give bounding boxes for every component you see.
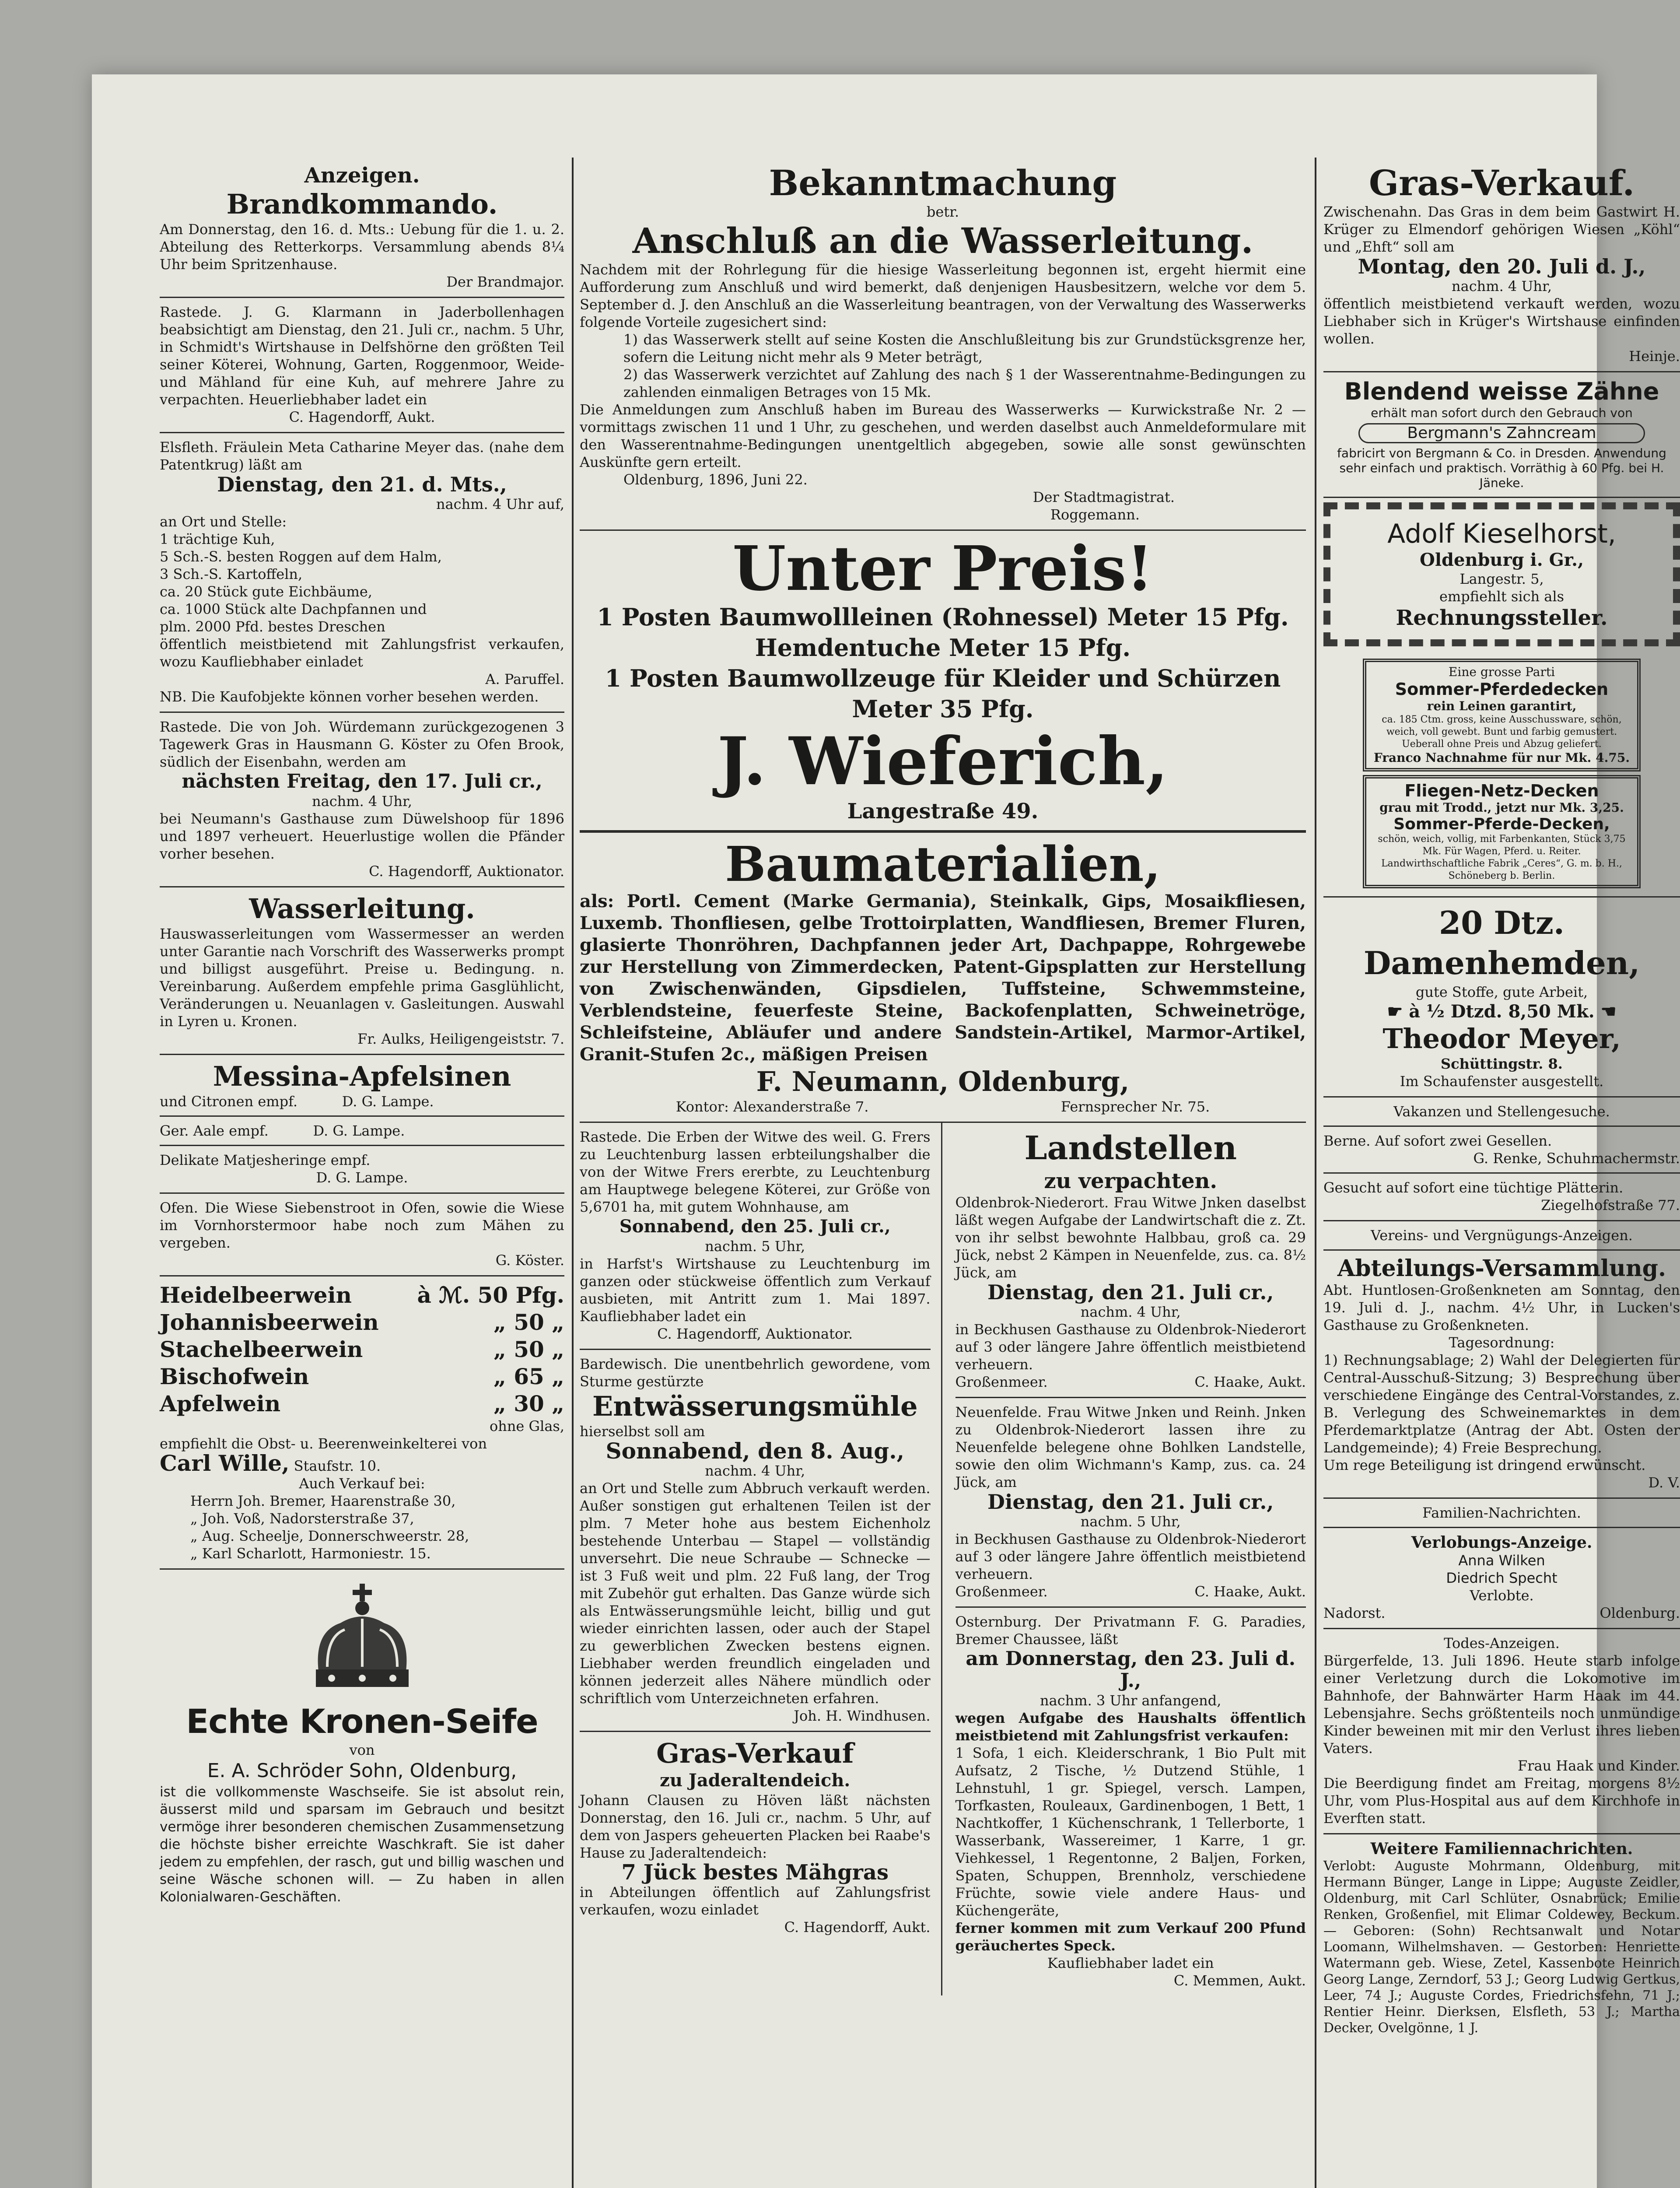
ad-text: Osternburg. Der Privatmann F. G. Paradies, Bremer Chaussee, läßt	[955, 1613, 1306, 1648]
firm-city: Oldenburg i. Gr.,	[1419, 550, 1584, 570]
ad-kieselhorst	[1323, 502, 1680, 646]
ad-highlight: 7 Jück bestes Mähgras	[621, 1860, 889, 1885]
ad-signature: Der Brandmajor.	[446, 274, 564, 290]
column-rule	[1315, 158, 1316, 2188]
ad-text: an Ort und Stelle zum Abbruch verkauft werden. Außer sonstigen gut erhaltenen Teilen ist der plm. 7 Meter hohe aus bestem Eichenholz bestehende Unterbau — Stapel — vollständig unversehrt. Die neue Schraube — Schnecke — ist 3 Fuß weit und plm. 22 Fuß lang, der Trog mit Zubehör gut erhalten. Das Ganze würde sich als Entwässerungsmühle leicht, billig und gut wieder einrichten lassen, oder auch der Stapel zu gewerblichen Zwecken bestens eignen. Liebhaber werden freundlich eingeladen und können jederzeit alles Nähere mündlich oder schriftlich vom Unterzeichneten erfahren.	[580, 1480, 931, 1707]
ad-landstellen	[956, 1123, 1306, 1398]
ad-signature: A. Paruffel.	[485, 671, 564, 687]
ad-price: Franco Nachnahme für nur Mk. 4.75.	[1373, 750, 1630, 765]
ad-text: fabricirt von Bergmann & Co. in Dresden. Anwendung sehr einfach und praktisch. Vorräthig à 60 Pfg. bei H. Jäneke.	[1337, 446, 1666, 490]
firm-address: Kontor: Alexanderstraße 7.	[676, 1098, 869, 1115]
ad-zahncream	[1323, 372, 1680, 498]
ad-time: nachm. 4 Uhr,	[705, 1462, 805, 1479]
ad-title: Messina-Apfelsinen	[213, 1060, 511, 1092]
ad-title: Gras-Verkauf	[656, 1737, 854, 1769]
newspaper-page	[92, 74, 1680, 2188]
ad-baumaterialien	[580, 833, 1306, 1123]
firm-address: Langestr. 5,	[1460, 571, 1544, 587]
wine-row: Heidelbeerwein à ℳ. 50 Pfg.	[160, 1282, 564, 1308]
column-rule	[572, 158, 574, 2188]
ad-price: ☛ à ½ Dtzd. 8,50 Mk. ☚	[1387, 1001, 1617, 1022]
firm-name: E. A. Schröder Sohn, Oldenburg,	[207, 1760, 517, 1782]
ad-time: nachm. 4 Uhr,	[1080, 1304, 1181, 1320]
firm-role: Rechnungssteller.	[1396, 606, 1608, 630]
ad-text: Gesucht auf sofort eine tüchtige Plätterin.	[1323, 1179, 1624, 1196]
list-item: ca. 20 Stück gute Eichbäume,	[160, 583, 372, 600]
ad-signature: Fr. Aulks, Heiligengeiststr. 7.	[357, 1031, 564, 1047]
firm-address: Staufstr. 10.	[294, 1458, 381, 1474]
ad-text: Verlobte.	[1470, 1587, 1534, 1604]
section-familie	[1323, 1499, 1680, 1629]
divider	[1323, 1527, 1680, 1528]
ad-text: Abt. Huntlosen-Großenkneten am Sonntag, den 19. Juli d. J., nachm. 4½ Uhr, in Lucken's Gasthause zu Großenkneten.	[1323, 1282, 1680, 1333]
ad-text: gute Stoffe, gute Arbeit,	[1415, 984, 1588, 1000]
ad-text: in Harfst's Wirtshause zu Leuchtenburg im ganzen oder stückweise öffentlich zum Verkauf ausbieten, mit Antritt zum 1. Mai 1897. Kaufliebhaber ladet ein	[580, 1255, 931, 1325]
seller-item: „ Aug. Scheelje, Donnerschweerstr. 28,	[190, 1528, 469, 1544]
ad-text: betr.	[926, 203, 959, 220]
ad-text: in Beckhusen Gasthause zu Oldenbrok-Niederort auf 3 oder längere Jahre öffentlich meistbietend verheuern.	[955, 1531, 1306, 1582]
wine-row: Bischofwein „ 65 „	[160, 1364, 564, 1389]
section-weitere	[1323, 1834, 1680, 2042]
ad-text: Rastede. Die Erben der Witwe des weil. G. Frers zu Leuchtenburg lassen erbteilungshalber die von der Witwe Frers ererbte, zu Leuchtenburg am Hauptwege belegene Köterei, zur Größe von 5,6701 ha, mit gutem Wohnhause, am	[580, 1129, 931, 1215]
ad-text: Verlobt: Auguste Mohrmann, Oldenburg, mit Hermann Bünger, Lange in Lippe; Auguste Zeidler, Oldenburg, mit Carl Schlüter, Osnabrück; Emilie Renken, Großenfiel, mit Elimar Coldewey, Beckum. — Geboren: (Sohn) Rechtsanwalt und Notar Loomann, Wilhelmshaven. — Gestorben: Henriette Watermann geb. Wiese, Zetel, Kassenbote Heinrich Georg Lange, Zerndorf, 53 J.; Georg Ludwig Gertkus, Leer, 74 J.; Auguste Cordes, Friedrichsfehn, 71 J.; Rentier Heinr. Dierksen, Elsfleth, 53 J.; Martha Decker, Ovelgönne, 1 J.	[1323, 1858, 1680, 2036]
divider	[1323, 1126, 1680, 1127]
two-column-ads	[580, 1123, 1306, 1995]
firm-name: Adolf Kieselhorst,	[1387, 519, 1616, 549]
wine-row: Johannisbeerwein „ 50 „	[160, 1309, 564, 1335]
ad-title: Sommer-Pferdedecken	[1395, 680, 1609, 699]
ad-text: Zwischenahn. Das Gras in dem beim Gastwirt H. Krüger zu Elmendorf gehörigen Wiesen „Köhl“ und „Ehft“ soll am	[1323, 203, 1680, 255]
ad-text: Rastede. Die von Joh. Würdemann zurückgezogenen 3 Tagewerk Gras in Hausmann G. Köster zu Ofen Brook, südlich der Eisenbahn, werden am	[160, 719, 564, 770]
ad-text: Oldenbrok-Niederort. Frau Witwe Jnken daselbst läßt wegen Aufgabe der Landwirtschaft die z. Zt. von ihr selbst bewohnte Halbbau, groß ca. 29 Jück, nebst 2 Kämpen in Neuenfelde, zus. ca. 8½ Jück, am	[955, 1194, 1306, 1281]
ad-signature: G. Köster.	[495, 1252, 564, 1269]
ad-point: 2) das Wasserwerk verzichtet auf Zahlung des nach § 1 der Wasserentnahme-Bedingungen zu zahlenden einmaligen Betrages von 15 Mk.	[623, 366, 1306, 400]
ad-text: Johann Clausen zu Höven läßt nächsten Donnerstag, den 16. Juli cr., nachm. 5 Uhr, auf dem von Jaspers geheuerten Placken bei Raabe's Hause zu Jaderaltendeich:	[580, 1792, 931, 1861]
wine-row: Apfelwein „ 30 „	[160, 1391, 564, 1417]
ad-title: Blendend weisse Zähne	[1344, 378, 1659, 405]
ad-text: Tagesordnung:	[1449, 1334, 1555, 1351]
hand-pointer-icon: ☛	[1387, 1001, 1409, 1022]
ad-signature: Großenmeer. C. Haake, Aukt.	[955, 1374, 1306, 1390]
ad-time: nachm. 4 Uhr auf,	[436, 496, 564, 512]
ad-title: Baumaterialien,	[725, 836, 1161, 892]
ad-signature: Der Stadtmagistrat.	[1032, 489, 1175, 505]
ad-kronen-seife	[160, 1570, 564, 1912]
firm-phone: Fernsprecher Nr. 75.	[1060, 1098, 1210, 1115]
ad-text: Die Anmeldungen zum Anschluß haben im Bureau des Wasserwerks — Kurwickstraße Nr. 2 — vormittags zwischen 11 und 1 Uhr, zu geschehen, und werden daselbst auch Anmeldeformulare mit den Wasserentnahme-Bedingungen unentgeltlich abgegeben, sowie alle sonst gewünschten Auskünfte gern erteilt.	[580, 401, 1306, 470]
ad-text: rein Leinen garantirt,	[1427, 699, 1577, 713]
ad-signature: Großenmeer. C. Haake, Aukt.	[955, 1583, 1306, 1600]
ad-title: Abteilungs-Versammlung.	[1337, 1255, 1666, 1282]
firm-address: Schüttingstr. 8.	[1441, 1055, 1563, 1072]
ad-text: Im Schaufenster ausgestellt.	[1400, 1073, 1604, 1090]
ad-line: 1 Posten Baumwollleinen (Rohnessel) Meter 15 Pfg.	[597, 603, 1289, 631]
ad-text: Auch Verkauf bei:	[299, 1475, 425, 1492]
ad-text: ferner kommen mit zum Verkauf 200 Pfund geräuchertes Speck.	[955, 1920, 1306, 1954]
ad-text: an Ort und Stelle:	[160, 513, 287, 530]
section-heading: Todes-Anzeigen.	[1444, 1635, 1560, 1652]
ad-title: Entwässerungsmühle	[592, 1390, 918, 1422]
ad-text: erhält man sofort durch den Gebrauch von	[1371, 406, 1633, 420]
ad-time: nachm. 5 Uhr,	[705, 1238, 805, 1255]
ad-text: Hauswasserleitungen vom Wassermesser an werden unter Garantie nach Vorschrift des Wasserwerks prompt und billigst ausgeführt. Preise u. Bedingung. n. Vereinbarung. Außerdem empfehle prima Gasglühlicht, Veränderungen u. Neuanlagen v. Gasleitungen. Auswahl in Lyren u. Kronen.	[160, 926, 564, 1030]
ad-text: hierselbst soll am	[580, 1423, 705, 1440]
item-list	[160, 530, 564, 635]
ad-signature: D. G. Lampe.	[316, 1169, 408, 1186]
ad-text: in Abteilungen öffentlich auf Zahlungsfrist verkaufen, wozu einladet	[580, 1884, 931, 1918]
ad-signature: C. Hagendorff, Aukt.	[784, 1919, 931, 1936]
ad-title: Echte Kronen-Seife	[186, 1702, 538, 1741]
ad-subtitle: Anschluß an die Wasserleitung.	[632, 220, 1253, 261]
ad-text: öffentlich meistbietend verkauft werden, wozu Liebhaber sich in Krüger's Wirtshause einfinden wollen.	[1323, 295, 1680, 347]
ad-box	[1363, 659, 1641, 771]
section-heading: Vereins- und Vergnügungs-Anzeigen.	[1371, 1227, 1633, 1244]
section-vereine	[1323, 1221, 1680, 1499]
ad-elsfleth	[160, 433, 564, 713]
firm-name: J. Wieferich,	[717, 723, 1169, 800]
ad-point: 1) das Wasserwerk stellt auf seine Kosten die Anschlußleitung bis zur Grundstücksgrenze her, sofern die Leitung nicht mehr als 9 Meter beträgt,	[623, 331, 1306, 365]
wine-note: ohne Glas,	[489, 1418, 564, 1434]
ad-text: bei Neumann's Gasthause zum Düwelshoop für 1896 und 1897 verheuert. Heuerlustige wollen die Pfänder vorher besehen.	[160, 810, 564, 862]
ad-signature: Joh. H. Windhusen.	[794, 1708, 931, 1724]
ad-date: Sonnabend, den 8. Aug.,	[606, 1438, 905, 1464]
ad-date: am Donnerstag, den 23. Juli d. J.,	[966, 1648, 1296, 1692]
ad-rastede-wuerdemann	[160, 713, 564, 887]
ad-text: Eine grosse Parti	[1448, 665, 1555, 679]
ad-title: Brandkommando.	[226, 188, 498, 220]
section-heading: Anzeigen.	[304, 163, 420, 188]
ad-pferdedecken	[1323, 651, 1680, 898]
ad-rastede-klarmann	[160, 298, 564, 433]
section-heading: Vakanzen und Stellengesuche.	[1393, 1103, 1610, 1120]
list-item: ca. 1000 Stück alte Dachpfannen und	[160, 601, 427, 617]
section-todes	[1323, 1629, 1680, 1834]
ad-text: Am Donnerstag, den 16. d. Mts.: Uebung für die 1. u. 2. Abteilung des Retterkorps. Versammlung abends 8¼ Uhr beim Spritzenhause.	[160, 221, 564, 273]
ad-text: als: Portl. Cement (Marke Germania), Steinkalk, Gips, Mosaikfliesen, Luxemb. Thonfliesen, gelbe Trottoirplatten, Wandfliesen, Bremer Fluren, glasierte Thonröhren, Dachpfannen jeder Art, Dachpappe, Rohrgewebe zur Herstellung von Zimmerdecken, Patent-Gipsplatten zur Herstellung von Zwischenwänden, Gipsdielen, Tuffsteine, Schwemmsteine, Verblendsteine, feuerfeste Steine, Backofenplatten, Schweinetröge, Schleifsteine, Abläufer und andere Sandstein-Artikel, Marmor-Artikel, Granit-Stufen 2c., mäßigen Preisen	[580, 891, 1306, 1065]
seller-item: Herrn Joh. Bremer, Haarenstraße 30,	[190, 1493, 456, 1509]
list-item: 5 Sch.-S. besten Roggen auf dem Halm,	[160, 548, 442, 565]
ad-line: Hemdentuche Meter 15 Pfg.	[755, 634, 1131, 662]
ad-wasserleitung	[160, 887, 564, 1055]
column-right	[1323, 158, 1680, 2042]
ad-note: NB. Die Kaufobjekte können vorher besehen werden.	[160, 688, 539, 705]
ad-ofen	[160, 1194, 564, 1276]
ad-text: von	[349, 1742, 375, 1758]
ad-time: nachm. 4 Uhr,	[1452, 278, 1552, 295]
firm-name: Theodor Meyer,	[1382, 1023, 1621, 1055]
ad-bekanntmachung	[580, 158, 1306, 531]
list-item: 3 Sch.-S. Kartoffeln,	[160, 566, 303, 582]
ad-title: Fliegen-Netz-Decken	[1404, 781, 1599, 800]
firm-address: Langestraße 49.	[847, 799, 1039, 824]
ad-gras-zwischenahn	[1323, 158, 1680, 372]
ad-signature: C. Memmen, Aukt.	[1173, 1972, 1306, 1989]
ad-text: schön, weich, vollig, mit Farbenkanten, Stück 3,75 Mk. Für Wagen, Pferd. u. Reiter.	[1378, 834, 1626, 857]
ad-signature: Frau Haak und Kinder.	[1518, 1757, 1680, 1774]
person-name: Anna Wilken	[1458, 1552, 1545, 1569]
list-item: plm. 2000 Pfd. bestes Dreschen	[160, 618, 385, 635]
column-left	[160, 158, 564, 1912]
ad-brandkommando	[160, 158, 564, 298]
ad-bardewisch	[580, 1350, 931, 1732]
ad-date: Sonnabend, den 25. Juli cr.,	[619, 1216, 891, 1237]
ad-text: Nachdem mit der Rohrlegung für die hiesige Wasserleitung begonnen ist, ergeht hiermit eine Aufforderung zum Anschluß und wird bemerkt, daß denjenigen Hausbesitzern, welche vor dem 5. September d. J. den Anschluß an die Wasserleitung beantragen, von der Verwaltung des Wasserwerks folgende Vorteile zugesichert sind:	[580, 261, 1306, 330]
ad-text: öffentlich meistbietend mit Zahlungsfrist verkaufen, wozu Kaufliebhaber einladet	[160, 636, 564, 670]
ad-text: Rastede. J. G. Klarmann in Jaderbollenhagen beabsichtigt am Dienstag, den 21. Juli cr., nachm. 5 Uhr, in Schmidt's Wirtshause in Delfshörne den größten Teil seiner Köterei, Wohnung, Garten, Roggenmoor, Weide- und Mähland für eine Kuh, auf mehrere Jahre zu verpachten. Heuerliebhaber ladet ein	[160, 304, 564, 408]
ad-title: Wasserleitung.	[249, 893, 475, 925]
ad-line: Ger. Aale empf. D. G. Lampe.	[160, 1122, 405, 1139]
ad-text: Neuenfelde. Frau Witwe Jnken und Reinh. Jnken zu Oldenbrok-Niederort lassen ihre zu Neuenfelde belegene ohne Bohlken Landstelle, sowie den olim Wichmann's Kamp, zus. ca. 24 Jück, am	[955, 1404, 1306, 1490]
ad-lampe	[160, 1055, 564, 1194]
ad-signature: Roggemann.	[1050, 506, 1140, 523]
firm-name: Carl Wille,	[160, 1450, 290, 1476]
ad-title: Gras-Verkauf.	[1368, 162, 1635, 203]
ad-signature: Heinje.	[1629, 348, 1680, 365]
ad-date: Oldenburg, 1896, Juni 22.	[623, 471, 808, 488]
ad-rastede-frers	[580, 1123, 931, 1350]
ad-date: nächsten Freitag, den 17. Juli cr.,	[182, 770, 542, 792]
ad-osternburg	[956, 1608, 1306, 1995]
ad-items: 1 Sofa, 1 eich. Kleiderschrank, 1 Bio Pult mit Aufsatz, 2 Tische, ½ Dutzend Stühle, 1 Lehnstuhl, 1 gr. Spiegel, versch. Lampen, Torfkasten, Rouleaux, Gardinenbogen, 1 Bett, 1 Nachtkoffer, 1 Küchenschrank, 1 Tellerborte, 1 Wasserbank, Wassereimer, 1 Karre, 1 gr. Viehkessel, 1 Regentonne, 2 Baljen, Forken, Spaten, Schuppen, Brennholz, verschiedene Früchte, sowie viele andere Haus- und Küchengeräte,	[955, 1745, 1306, 1919]
ad-title: Sommer-Pferde-Decken,	[1393, 815, 1610, 833]
ad-signature: C. Hagendorff, Aukt.	[289, 409, 435, 425]
ad-text: ca. 185 Ctm. gross, keine Ausschussware, schön, weich, voll gewebt. Bunt und farbig gemustert. Ueberall ohne Preis und Abzug geliefert.	[1382, 714, 1622, 750]
ad-signature: C. Hagendorff, Auktionator.	[657, 1325, 853, 1342]
section-vakanzen	[1323, 1098, 1680, 1221]
ad-price: grau mit Trodd., jetzt nur Mk. 3,25.	[1379, 800, 1624, 815]
ad-text: Bardewisch. Die unentbehrlich gewordene, vom Sturme gestürzte	[580, 1356, 931, 1390]
ad-subtitle: zu verpachten.	[1044, 1169, 1218, 1193]
section-heading: Familien-Nachrichten.	[1422, 1504, 1581, 1521]
ad-box	[1363, 775, 1641, 888]
ad-title: Verlobungs-Anzeige.	[1411, 1533, 1592, 1552]
ad-text: Landwirthschaftliche Fabrik „Ceres“, G. m. b. H., Schöneberg b. Berlin.	[1381, 858, 1622, 881]
ad-title: Unter Preis!	[732, 533, 1153, 605]
list-item: 1 trächtige Kuh,	[160, 531, 275, 547]
ad-line: 1 Posten Baumwollzeuge für Kleider und Schürzen	[605, 664, 1281, 692]
ad-text: ist die vollkommenste Waschseife. Sie ist absolut rein, äusserst mild und sparsam im Gebrauch und besitzt vermöge ihrer besonderen chemischen Zusammensetzung die höchste bisher erreichte Waschkraft. Sie ist daher jedem zu empfehlen, der rasch, gut und billig waschen und seine Wäsche schonen will. — Zu haben in allen Kolonialwaren-Geschäften.	[160, 1784, 564, 1905]
ad-text: empfiehlt sich als	[1439, 588, 1564, 605]
divider	[1323, 1172, 1680, 1174]
ad-signature: G. Renke, Schuhmachermstr.	[1473, 1150, 1680, 1167]
section-heading: Weitere Familiennachrichten.	[1370, 1840, 1633, 1858]
crown-icon	[310, 1584, 415, 1693]
ad-text: Elsfleth. Fräulein Meta Catharine Meyer das. (nahe dem Patentkrug) läßt am	[160, 439, 564, 473]
divider	[160, 1115, 564, 1117]
seller-item: „ Joh. Voß, Nadorsterstraße 37,	[190, 1510, 414, 1527]
ad-title: Bekanntmachung	[769, 162, 1117, 203]
divider	[1323, 1249, 1680, 1251]
ad-text: in Beckhusen Gasthause zu Oldenbrok-Niederort auf 3 oder längere Jahre öffentlich meistbietend verheuern.	[955, 1321, 1306, 1373]
ad-title: 20 Dtz. Damenhemden,	[1363, 904, 1640, 982]
ad-text: empfiehlt die Obst- u. Beerenweinkelterei von	[160, 1435, 487, 1452]
ad-unter-preis	[580, 531, 1306, 833]
ad-time: nachm. 5 Uhr,	[1080, 1513, 1181, 1530]
wine-row: Stachelbeerwein „ 50 „	[160, 1336, 564, 1362]
subcolumn-right	[956, 1123, 1306, 1995]
divider	[160, 1145, 564, 1146]
ad-signature: D. V.	[1648, 1474, 1680, 1491]
hand-pointer-icon: ☚	[1594, 1001, 1617, 1022]
ad-line: und Citronen empf. D. G. Lampe.	[160, 1093, 434, 1110]
ad-line: Meter 35 Pfg.	[852, 695, 1034, 723]
ad-damenhemden	[1323, 898, 1680, 1098]
column-center	[580, 158, 1306, 1995]
ad-subtitle: zu Jaderaltendeich.	[660, 1770, 850, 1791]
ad-weine	[160, 1276, 564, 1570]
ad-text: Bürgerfelde, 13. Juli 1896. Heute starb infolge einer Verletzung durch die Lokomotive im Bahnhofe, der Bahnwärter Harm Haak im 44. Lebensjahre. Sechs größtenteils noch unmündige Kinder beweinen mit mir den Verlust ihres lieben Vaters.	[1323, 1652, 1680, 1757]
ad-date: Dienstag, den 21. d. Mts.,	[217, 473, 507, 496]
ad-text: Um rege Beteiligung ist dringend erwünscht.	[1323, 1457, 1646, 1473]
ad-text: Ofen. Die Wiese Siebenstroot in Ofen, sowie die Wiese im Vornhorstermoor habe noch zum Mähen zu vergeben.	[160, 1199, 564, 1251]
firm-contact	[580, 1098, 1306, 1115]
ad-text: Die Beerdigung findet am Freitag, morgens 8½ Uhr, vom Plus-Hospital aus auf dem Kirchhofe in Everften statt.	[1323, 1775, 1680, 1827]
ad-title: Landstellen	[1024, 1129, 1237, 1167]
ad-signature: Ziegelhofstraße 77.	[1541, 1197, 1680, 1213]
ad-neuenfelde	[956, 1398, 1306, 1608]
ad-signature: C. Hagendorff, Auktionator.	[369, 863, 564, 880]
product-name: Bergmann's Zahncream	[1358, 423, 1645, 443]
ad-time: nachm. 3 Uhr anfangend,	[1040, 1692, 1222, 1709]
ad-text: Kaufliebhaber ladet ein	[1047, 1955, 1214, 1971]
ad-line: Delikate Matjesheringe empf.	[160, 1152, 371, 1168]
firm-name: F. Neumann, Oldenburg,	[756, 1066, 1130, 1098]
ad-text: 1) Rechnungsablage; 2) Wahl der Delegierten für Central-Ausschuß-Sitzung; 3) Besprechung über verschiedene Eingänge des Central-Vorstandes, z. B. Verlegung des Schweinemarktes in dem Pferdemarktplatze (Antrag der Abt. Osten der Landgemeinde); 4) Freie Besprechung.	[1323, 1352, 1680, 1456]
ad-locations: Nadorst. Oldenburg.	[1323, 1605, 1680, 1621]
ad-date: Dienstag, den 21. Juli cr.,	[987, 1490, 1274, 1514]
ad-date: Dienstag, den 21. Juli cr.,	[987, 1280, 1274, 1304]
ad-text: wegen Aufgabe des Haushalts öffentlich meistbietend mit Zahlungsfrist verkaufen:	[955, 1710, 1306, 1744]
ad-text: Berne. Auf sofort zwei Gesellen.	[1323, 1133, 1552, 1149]
person-name: Diedrich Specht	[1446, 1570, 1558, 1586]
subcolumn-left	[580, 1123, 942, 1995]
ad-date: Montag, den 20. Juli d. J.,	[1358, 255, 1646, 278]
ad-time: nachm. 4 Uhr,	[312, 793, 412, 810]
ad-gras-jaderaltendeich	[580, 1732, 931, 1942]
seller-item: „ Karl Scharlott, Harmoniestr. 15.	[190, 1545, 431, 1562]
